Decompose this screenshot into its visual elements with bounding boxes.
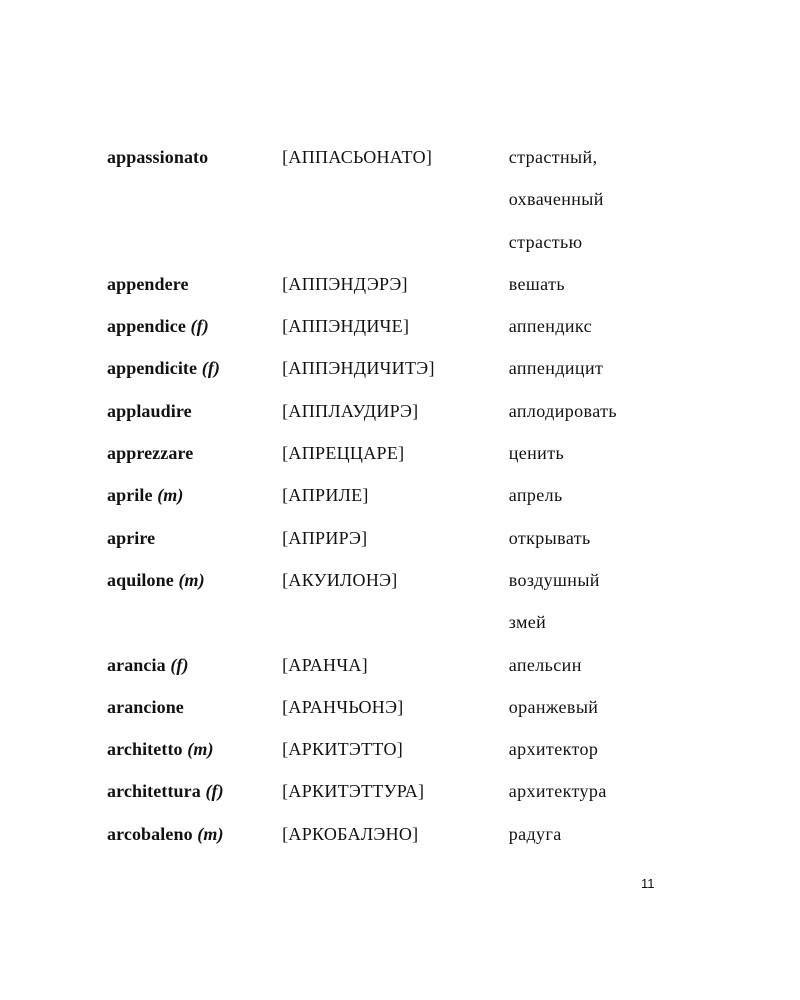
entry-list	[107, 136, 667, 855]
entry-word-cell	[107, 686, 282, 728]
entry-meaning-line: открывать	[508, 527, 591, 548]
entry-transcription: [АРКОБАЛЭНО]	[282, 823, 419, 844]
entry-meaning-line: воздушный	[508, 569, 600, 590]
entry-transcription: [АРКИТЭТТУРА]	[282, 781, 425, 802]
page-number: 11	[641, 876, 655, 891]
entry-word-cell	[107, 770, 282, 812]
entry-word-cell	[107, 136, 282, 178]
entry-word: aprile	[107, 485, 153, 506]
dictionary-entry	[107, 136, 667, 263]
entry-meaning-line: апрель	[508, 485, 563, 506]
dictionary-entry	[107, 813, 667, 855]
entry-transcription: [АРАНЧА]	[282, 654, 368, 675]
dictionary-entry	[107, 347, 667, 389]
entry-gender: (m)	[178, 569, 205, 590]
entry-transcription: [АППЭНДЭРЭ]	[282, 273, 408, 294]
entry-meaning	[509, 644, 667, 686]
entry-meaning-line: вешать	[508, 273, 565, 294]
entry-meaning	[509, 686, 667, 728]
dictionary-entry	[107, 559, 667, 644]
entry-transcription: [АППЛАУДИРЭ]	[282, 400, 419, 421]
entry-transcription: [АППЭНДИЧЕ]	[282, 316, 410, 337]
dictionary-entry	[107, 686, 667, 728]
entry-meaning	[509, 813, 667, 855]
entry-meaning	[509, 263, 667, 305]
entry-meaning	[509, 559, 667, 644]
entry-meaning-line: аппендицит	[508, 358, 604, 379]
entry-meaning	[509, 136, 667, 263]
entry-meaning-line: страстный,	[508, 147, 598, 167]
entry-word-cell	[107, 263, 282, 305]
dictionary-entry	[107, 770, 667, 812]
entry-word-cell	[107, 390, 282, 432]
entry-meaning	[509, 728, 667, 770]
entry-word: aprire	[107, 527, 156, 548]
entry-word: applaudire	[107, 400, 192, 421]
dictionary-entry	[107, 432, 667, 474]
entry-meaning-line: охваченный	[508, 189, 604, 210]
entry-word: arancia	[107, 654, 166, 675]
entry-transcription: [АРКИТЭТТО]	[282, 739, 404, 760]
entry-meaning	[509, 305, 667, 347]
entry-transcription: [АПРИРЭ]	[282, 527, 368, 548]
entry-meaning	[509, 517, 667, 559]
entry-word-cell	[107, 474, 282, 516]
entry-word: appendicite	[107, 358, 198, 379]
dictionary-entry	[107, 474, 667, 516]
entry-gender: (m)	[197, 823, 224, 844]
entry-transcription: [АППЭНДИЧИТЭ]	[282, 358, 435, 379]
entry-word-cell	[107, 347, 282, 389]
entry-gender: (f)	[170, 654, 189, 675]
entry-word: appendice	[107, 316, 186, 337]
entry-word: aquilone	[107, 569, 174, 590]
entry-word-cell	[107, 559, 282, 601]
entry-word: arcobaleno	[107, 823, 193, 844]
dictionary-entry	[107, 305, 667, 347]
entry-word: appendere	[107, 273, 189, 294]
entry-gender: (f)	[190, 316, 209, 337]
dictionary-entry	[107, 644, 667, 686]
entry-meaning-line: аппендикс	[508, 316, 593, 337]
entry-word: apprezzare	[107, 443, 194, 464]
entry-gender: (m)	[187, 739, 214, 760]
entry-word-cell	[107, 305, 282, 347]
entry-meaning-line: радуга	[508, 823, 562, 844]
entry-gender: (m)	[157, 485, 184, 506]
entry-word: architetto	[107, 739, 183, 760]
entry-meaning-line: ценить	[508, 443, 565, 464]
entry-transcription: [АРАНЧЬОНЭ]	[282, 696, 404, 717]
entry-word: appassionato	[107, 147, 209, 167]
dictionary-entry	[107, 263, 667, 305]
entry-word: architettura	[107, 781, 201, 802]
entry-word-cell	[107, 517, 282, 559]
entry-gender: (f)	[205, 781, 224, 802]
entry-transcription: [АППАСЬОНАТО]	[282, 147, 433, 167]
entry-meaning	[509, 347, 667, 389]
entry-word: arancione	[107, 696, 184, 717]
entry-meaning-line: апельсин	[508, 654, 582, 675]
entry-meaning	[509, 474, 667, 516]
entry-meaning-line: оранжевый	[508, 696, 599, 717]
entry-word-cell	[107, 728, 282, 770]
entry-transcription: [АКУИЛОНЭ]	[282, 569, 398, 590]
entry-word-cell	[107, 644, 282, 686]
entry-transcription: [АПРЕЦЦАРЕ]	[282, 443, 405, 464]
entry-meaning-line: змей	[508, 612, 547, 633]
entry-meaning-line: аплодировать	[508, 400, 618, 421]
entry-word-cell	[107, 813, 282, 855]
entry-meaning	[509, 770, 667, 812]
entry-meaning-line: архитектура	[508, 781, 607, 802]
entry-meaning-line: архитектор	[508, 739, 599, 760]
entry-transcription: [АПРИЛЕ]	[282, 485, 369, 506]
entry-meaning	[509, 432, 667, 474]
entry-gender: (f)	[201, 358, 221, 379]
dictionary-entry	[107, 517, 667, 559]
entry-word-cell	[107, 432, 282, 474]
entry-meaning	[509, 390, 667, 432]
entry-meaning-line: страстью	[508, 231, 583, 252]
dictionary-entry	[107, 728, 667, 770]
dictionary-entry	[107, 390, 667, 432]
